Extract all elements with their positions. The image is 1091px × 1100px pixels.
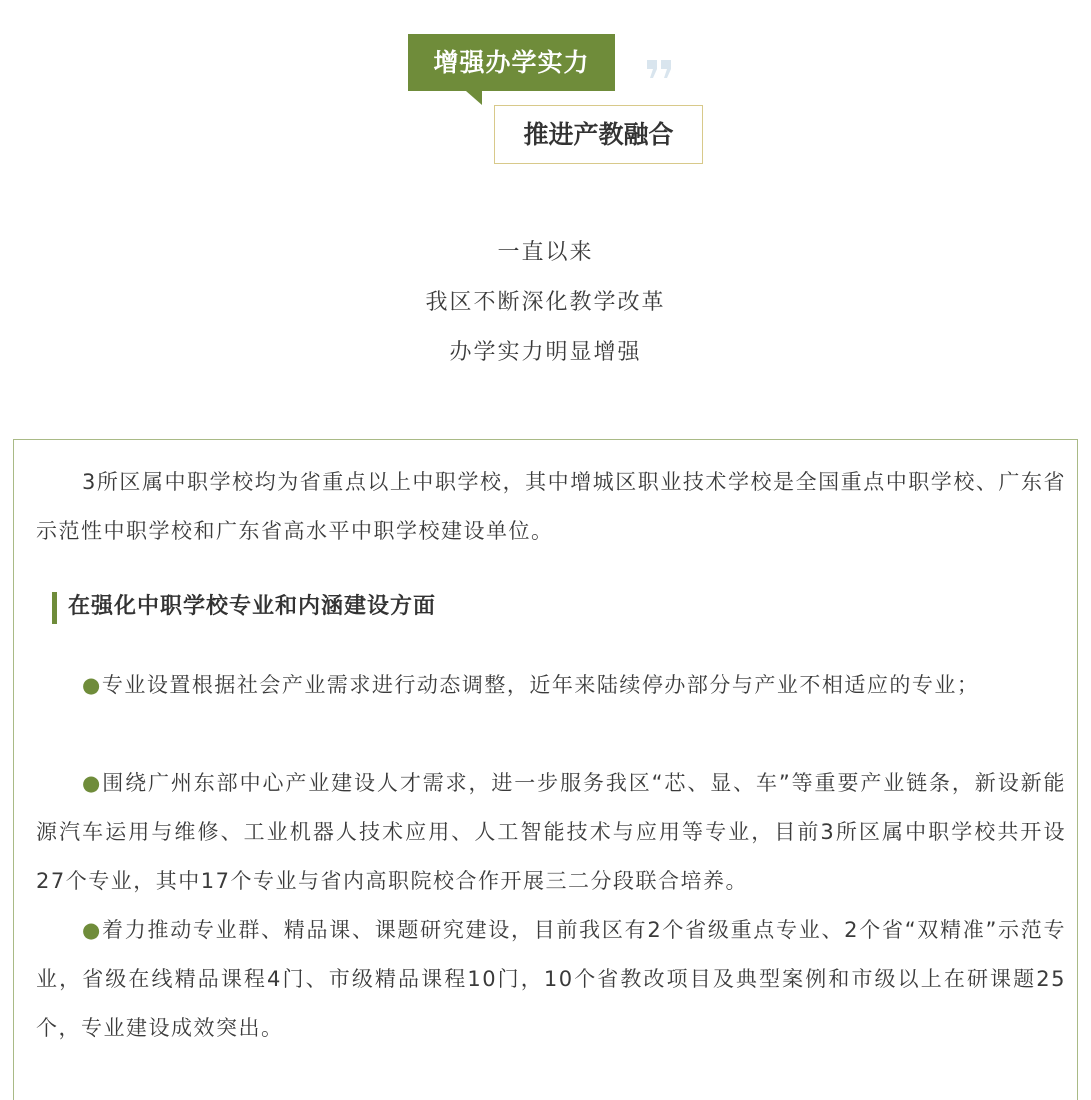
bullet-dot-icon: ● bbox=[82, 918, 103, 942]
bullet-dot-icon: ● bbox=[82, 771, 103, 795]
section-heading: 在强化中职学校专业和内涵建设方面 bbox=[68, 594, 437, 619]
bullet-item bbox=[36, 661, 1066, 710]
intro-text bbox=[0, 232, 1091, 382]
section-subtitle: 推进产教融合 bbox=[494, 105, 703, 164]
bullet-item bbox=[36, 759, 1066, 906]
paragraph-intro: 3所区属中职学校均为省重点以上中职学校，其中增城区职业技术学校是全国重点中职学校、广东省示范性中职学校和广东省高水平中职学校建设单位。 bbox=[36, 470, 1066, 543]
intro-line: 一直以来 bbox=[497, 240, 594, 265]
bullet-dot-icon: ● bbox=[82, 673, 102, 697]
quote-icon bbox=[646, 58, 674, 80]
tag-pointer-decoration bbox=[466, 91, 482, 105]
content-box bbox=[13, 439, 1078, 1100]
intro-line: 办学实力明显增强 bbox=[449, 340, 642, 365]
bullet-text: 围绕广州东部中心产业建设人才需求，进一步服务我区“芯、显、车”等重要产业链条，新设新能源汽车运用与维修、工业机器人技术应用、人工智能技术与应用等专业，目前3所区属中职学校共开设27个专业，其中17个专业与省内高职院校合作开展三二分段联合培养。 bbox=[36, 771, 1066, 893]
intro-line: 我区不断深化教学改革 bbox=[425, 290, 666, 315]
section-tag-title: 增强办学实力 bbox=[408, 34, 615, 91]
bullet-text: 着力推动专业群、精品课、课题研究建设，目前我区有2个省级重点专业、2个省“双精准”示范专业，省级在线精品课程4门、市级精品课程10门，10个省教改项目及典型案例和市级以上在研课题25个，专业建设成效突出。 bbox=[36, 918, 1066, 1040]
bullet-text: 专业设置根据社会产业需求进行动态调整，近年来陆续停办部分与产业不相适应的专业； bbox=[101, 673, 980, 697]
header-block bbox=[0, 0, 1091, 200]
bullet-item bbox=[36, 906, 1066, 1053]
